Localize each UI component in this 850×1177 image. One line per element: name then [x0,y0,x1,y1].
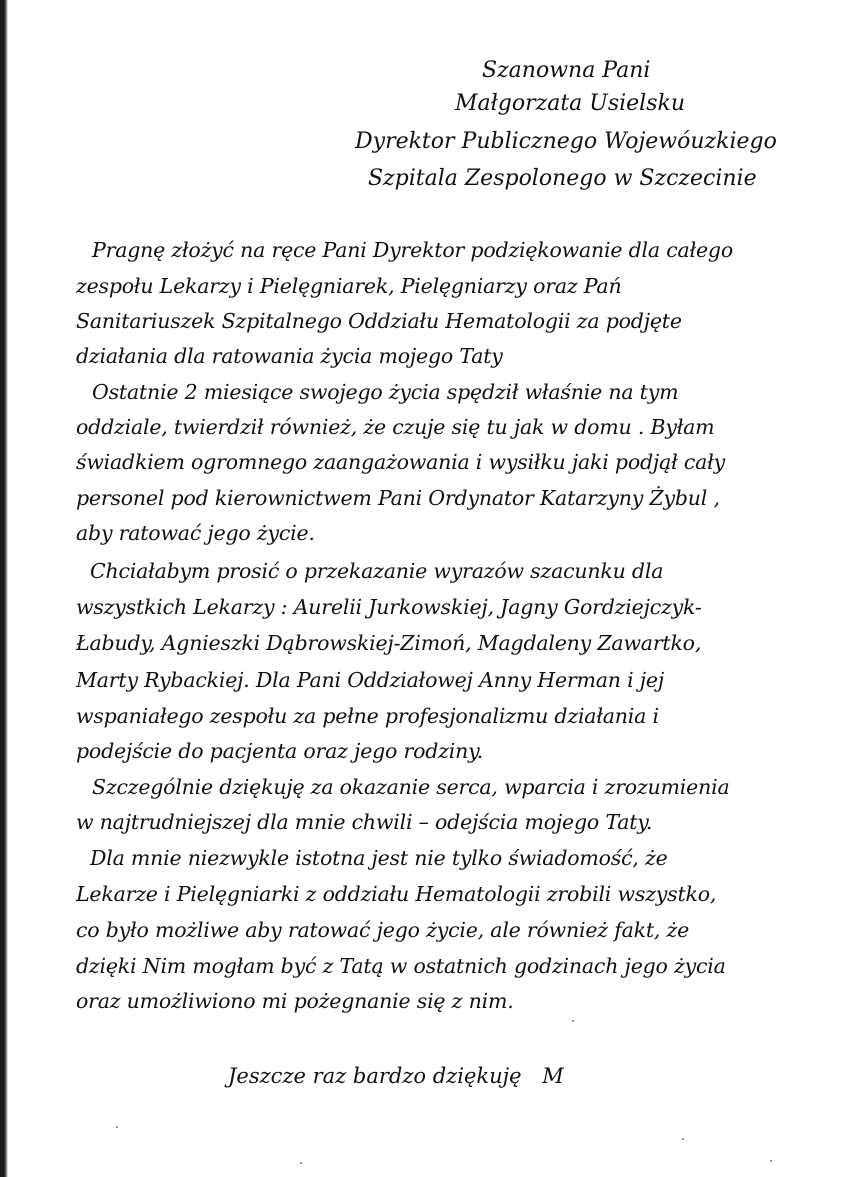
scan-speck [116,1126,118,1128]
body-line: personel pod kierownictwem Pani Ordynator Katarzyny Żybul , [76,486,720,510]
body-line: Ostatnie 2 miesiące swojego życia spędził właśnie na tym [92,380,679,404]
recipient-institution: Szpitala Zespolonego w Szczecinie [368,166,757,191]
scan-speck [572,1020,574,1022]
body-line: zespołu Lekarzy i Pielęgniarek, Pielęgniarzy oraz Pań [76,274,622,298]
body-line: oraz umożliwiono mi pożegnanie się z nim. [76,989,514,1013]
body-line: oddziale, twierdził również, że czuje się tu jak w domu . Byłam [76,415,715,439]
scan-speck [770,1160,772,1162]
recipient-name: Małgorzata Usielsku [455,91,685,116]
body-line: Chciałabym prosić o przekazanie wyrazów szacunku dla [90,559,664,583]
body-line: Pragnę złożyć na ręce Pani Dyrektor podziękowanie dla całego [92,238,733,262]
body-line: Lekarze i Pielęgniarki z oddziału Hematologii zrobili wszystko, [76,882,717,906]
body-line: wspaniałego zespołu za pełne profesjonalizmu działania i [76,704,659,728]
body-line: Szczególnie dziękuję za okazanie serca, wparcia i zrozumienia [92,775,730,799]
closing-text: Jeszcze raz bardzo dziękuję [228,1064,522,1088]
body-line: w najtrudniejszej dla mnie chwili – odejścia mojego Taty. [76,810,653,834]
body-line: podejście do pacjenta oraz jego rodziny. [76,739,484,763]
scan-edge [0,0,8,1177]
body-line: co było możliwe aby ratować jego życie, ale również fakt, że [76,918,690,942]
body-line: dzięki Nim mogłam być z Tatą w ostatnich godzinach jego życia [76,954,726,978]
body-line: Łabudy, Agnieszki Dąbrowskiej-Zimoń, Magdaleny Zawartko, [76,631,702,655]
body-line: wszystkich Lekarzy : Aurelii Jurkowskiej, Jagny Gordziejczyk- [76,595,702,619]
salutation: Szanowna Pani [482,58,651,83]
body-line: działania dla ratowania życia mojego Taty [76,344,503,368]
body-line: świadkiem ogromnego zaangażowania i wysiłku jaki podjął cały [76,450,725,474]
signature-initial: M [542,1064,564,1088]
body-line: aby ratować jego życie. [76,521,315,545]
scan-speck [300,1162,302,1164]
body-line: Dla mnie niezwykle istotna jest nie tylko świadomość, że [90,846,668,870]
recipient-title: Dyrektor Publicznego Wojewóuzkiego [355,129,777,154]
scan-speck [682,1138,684,1140]
body-line: Marty Rybackiej. Dla Pani Oddziałowej Anny Herman i jej [76,668,665,692]
body-line: Sanitariuszek Szpitalnego Oddziału Hematologii za podjęte [76,309,682,333]
closing-line [228,1066,564,1087]
